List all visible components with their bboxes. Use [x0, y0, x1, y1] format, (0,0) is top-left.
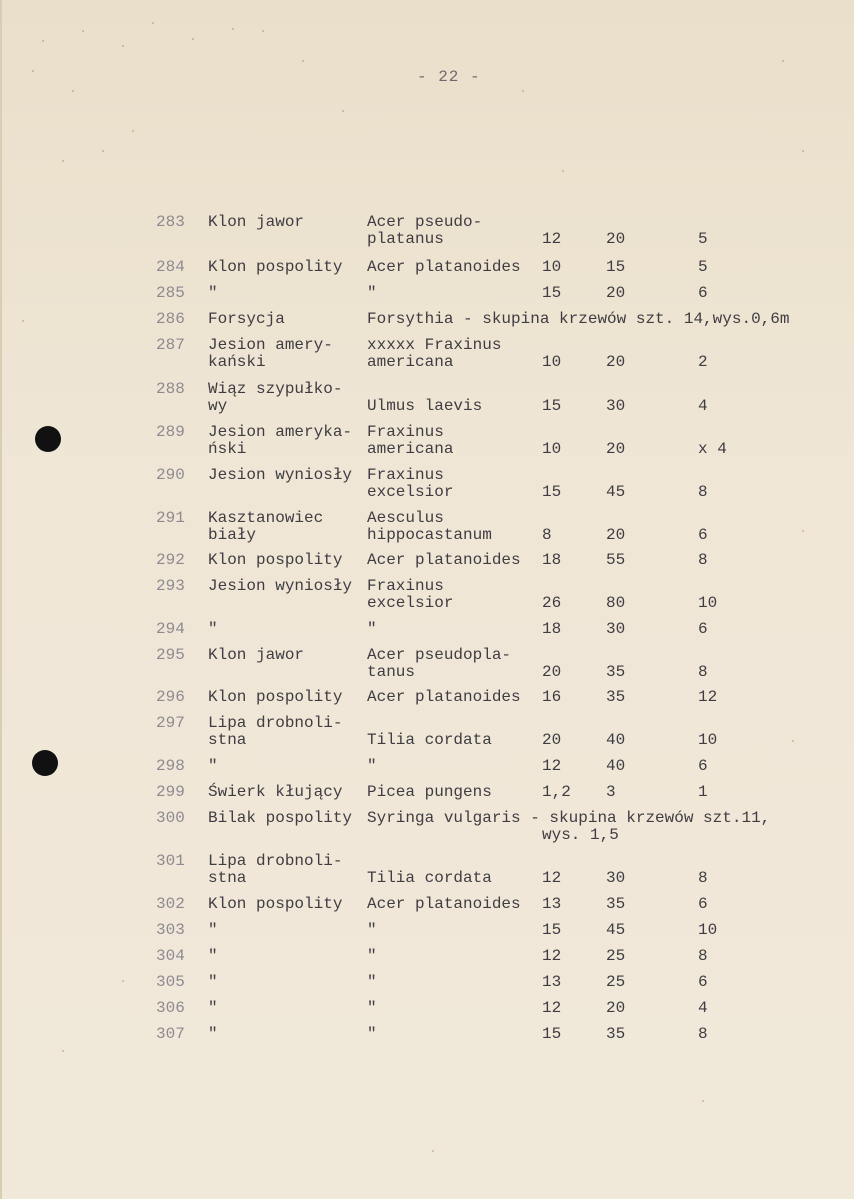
- cell-c1: 16: [542, 688, 562, 706]
- cell-lat: Aesculus: [367, 509, 444, 527]
- cell-c3: 6: [698, 620, 708, 638]
- cell-c2: 30: [606, 620, 626, 638]
- cell-c3: 2: [698, 353, 708, 371]
- cell-lat: Acer platanoides: [367, 895, 521, 913]
- cell-pl: Jesion wyniosły: [208, 577, 353, 595]
- cell-pl: Jesion amery-: [208, 336, 333, 354]
- cell-pl: Klon pospolity: [208, 688, 343, 706]
- paper-speck: [132, 130, 134, 132]
- cell-c3: 10: [698, 594, 718, 612]
- paper-speck: [782, 60, 784, 62]
- cell-nr: 294: [156, 620, 185, 638]
- cell-c1: 15: [542, 1025, 562, 1043]
- paper-speck: [62, 1050, 64, 1052]
- cell-note2: wys. 1,5: [542, 826, 619, 844]
- cell-pl: Forsycja: [208, 310, 285, 328]
- cell-pl: kański: [208, 353, 266, 371]
- cell-lat: americana: [367, 440, 454, 458]
- cell-lat: excelsior: [367, 483, 454, 501]
- cell-nr: 301: [156, 852, 185, 870]
- cell-note: Forsythia - skupina krzewów szt. 14,wys.0,6m: [367, 310, 790, 328]
- cell-pl: ": [208, 620, 218, 638]
- paper-speck: [22, 320, 24, 322]
- cell-pl: ": [208, 284, 218, 302]
- cell-c2: 20: [606, 353, 626, 371]
- cell-lat: Fraxinus: [367, 466, 444, 484]
- cell-pl: ": [208, 921, 218, 939]
- cell-c1: 20: [542, 663, 562, 681]
- cell-nr: 291: [156, 509, 185, 527]
- cell-lat: xxxxx Fraxinus: [367, 336, 502, 354]
- paper-speck: [702, 1100, 704, 1102]
- paper-speck: [522, 90, 524, 92]
- cell-c3: 8: [698, 663, 708, 681]
- cell-pl: ": [208, 1025, 218, 1043]
- cell-c1: 10: [542, 440, 562, 458]
- cell-nr: 302: [156, 895, 185, 913]
- cell-c1: 12: [542, 757, 562, 775]
- cell-pl: Kasztanowiec: [208, 509, 324, 527]
- cell-lat: tanus: [367, 663, 416, 681]
- cell-nr: 290: [156, 466, 185, 484]
- cell-pl: stna: [208, 869, 247, 887]
- cell-lat: hippocastanum: [367, 526, 492, 544]
- paper-speck: [302, 60, 304, 62]
- paper-speck: [792, 740, 794, 742]
- cell-lat: ": [367, 999, 377, 1017]
- cell-pl: Jesion ameryka-: [208, 423, 353, 441]
- paper-speck: [432, 1150, 434, 1152]
- cell-nr: 298: [156, 757, 185, 775]
- cell-nr: 285: [156, 284, 185, 302]
- cell-lat: Tilia cordata: [367, 869, 492, 887]
- cell-c2: 20: [606, 526, 626, 544]
- paper-speck: [802, 530, 804, 532]
- cell-c2: 20: [606, 440, 626, 458]
- cell-lat: excelsior: [367, 594, 454, 612]
- cell-pl: Lipa drobnoli-: [208, 714, 343, 732]
- cell-c3: 4: [698, 999, 708, 1017]
- cell-pl: wy: [208, 397, 228, 415]
- cell-pl: Klon pospolity: [208, 895, 343, 913]
- cell-c3: 8: [698, 1025, 708, 1043]
- cell-lat: Ulmus laevis: [367, 397, 483, 415]
- cell-pl: ": [208, 999, 218, 1017]
- cell-pl: ński: [208, 440, 247, 458]
- punch-hole: [35, 426, 61, 452]
- cell-c1: 15: [542, 284, 562, 302]
- cell-c1: 8: [542, 526, 552, 544]
- paper-speck: [102, 150, 104, 152]
- cell-c1: 10: [542, 353, 562, 371]
- cell-c3: 1: [698, 783, 708, 801]
- page-number: - 22 -: [417, 68, 481, 86]
- cell-nr: 292: [156, 551, 185, 569]
- cell-c3: 10: [698, 921, 718, 939]
- cell-c2: 30: [606, 869, 626, 887]
- cell-c3: 5: [698, 230, 708, 248]
- cell-lat: platanus: [367, 230, 444, 248]
- cell-pl: stna: [208, 731, 247, 749]
- cell-pl: Wiąz szypułko-: [208, 380, 343, 398]
- cell-pl: Świerk kłujący: [208, 783, 343, 801]
- cell-pl: Jesion wyniosły: [208, 466, 353, 484]
- cell-c2: 40: [606, 731, 626, 749]
- cell-lat: Acer pseudo-: [367, 213, 483, 231]
- cell-lat: Fraxinus: [367, 577, 444, 595]
- cell-nr: 295: [156, 646, 185, 664]
- cell-c1: 18: [542, 551, 562, 569]
- paper-speck: [62, 160, 64, 162]
- cell-lat: Picea pungens: [367, 783, 492, 801]
- cell-c3: 6: [698, 526, 708, 544]
- cell-lat: americana: [367, 353, 454, 371]
- cell-c1: 18: [542, 620, 562, 638]
- cell-nr: 307: [156, 1025, 185, 1043]
- paper-speck: [562, 170, 564, 172]
- cell-c1: 12: [542, 999, 562, 1017]
- cell-c3: 8: [698, 483, 708, 501]
- cell-pl: Lipa drobnoli-: [208, 852, 343, 870]
- cell-c2: 20: [606, 230, 626, 248]
- cell-c3: 6: [698, 757, 708, 775]
- cell-c2: 35: [606, 1025, 626, 1043]
- paper-speck: [262, 30, 264, 32]
- cell-lat: Acer platanoides: [367, 688, 521, 706]
- paper-speck: [122, 45, 124, 47]
- cell-c2: 80: [606, 594, 626, 612]
- cell-c2: 55: [606, 551, 626, 569]
- cell-nr: 300: [156, 809, 185, 827]
- cell-lat: Acer platanoides: [367, 258, 521, 276]
- cell-pl: biały: [208, 526, 257, 544]
- paper-speck: [122, 980, 124, 982]
- cell-c1: 1,2: [542, 783, 571, 801]
- cell-nr: 283: [156, 213, 185, 231]
- paper-speck: [802, 150, 804, 152]
- cell-pl: ": [208, 973, 218, 991]
- punch-hole: [32, 750, 58, 776]
- cell-c2: 35: [606, 688, 626, 706]
- cell-pl: ": [208, 947, 218, 965]
- cell-c3: 6: [698, 895, 708, 913]
- cell-c1: 12: [542, 947, 562, 965]
- cell-c2: 45: [606, 483, 626, 501]
- cell-nr: 288: [156, 380, 185, 398]
- paper-speck: [32, 70, 34, 72]
- cell-c3: 12: [698, 688, 718, 706]
- cell-c1: 12: [542, 869, 562, 887]
- cell-nr: 305: [156, 973, 185, 991]
- paper-speck: [72, 90, 74, 92]
- cell-c2: 25: [606, 947, 626, 965]
- cell-c3: 4: [698, 397, 708, 415]
- cell-c3: 6: [698, 973, 708, 991]
- cell-lat: Fraxinus: [367, 423, 444, 441]
- paper-speck: [192, 38, 194, 40]
- cell-nr: 303: [156, 921, 185, 939]
- cell-c1: 15: [542, 921, 562, 939]
- cell-c1: 20: [542, 731, 562, 749]
- cell-c1: 13: [542, 895, 562, 913]
- cell-pl: Bilak pospolity: [208, 809, 353, 827]
- cell-c2: 3: [606, 783, 616, 801]
- cell-nr: 286: [156, 310, 185, 328]
- cell-c2: 20: [606, 999, 626, 1017]
- cell-c3: 8: [698, 947, 708, 965]
- cell-lat: ": [367, 757, 377, 775]
- cell-c2: 15: [606, 258, 626, 276]
- cell-c3: 5: [698, 258, 708, 276]
- paper-speck: [82, 30, 84, 32]
- cell-c1: 13: [542, 973, 562, 991]
- cell-nr: 284: [156, 258, 185, 276]
- cell-lat: ": [367, 284, 377, 302]
- cell-nr: 287: [156, 336, 185, 354]
- cell-c3: 10: [698, 731, 718, 749]
- cell-pl: Klon jawor: [208, 646, 305, 664]
- cell-c2: 25: [606, 973, 626, 991]
- cell-lat: ": [367, 947, 377, 965]
- cell-nr: 289: [156, 423, 185, 441]
- cell-pl: Klon pospolity: [208, 258, 343, 276]
- cell-c3: 8: [698, 551, 708, 569]
- cell-c2: 45: [606, 921, 626, 939]
- cell-c3: x 4: [698, 440, 727, 458]
- cell-c1: 10: [542, 258, 562, 276]
- cell-nr: 296: [156, 688, 185, 706]
- cell-nr: 304: [156, 947, 185, 965]
- cell-c2: 40: [606, 757, 626, 775]
- cell-note: Syringa vulgaris - skupina krzewów szt.11,: [367, 809, 771, 827]
- paper-speck: [152, 22, 154, 24]
- paper-speck: [42, 40, 44, 42]
- cell-pl: Klon jawor: [208, 213, 305, 231]
- cell-lat: Acer pseudopla-: [367, 646, 512, 664]
- cell-c1: 26: [542, 594, 562, 612]
- cell-c1: 12: [542, 230, 562, 248]
- cell-c2: 35: [606, 895, 626, 913]
- cell-c1: 15: [542, 483, 562, 501]
- cell-lat: Acer platanoides: [367, 551, 521, 569]
- cell-c1: 15: [542, 397, 562, 415]
- cell-c2: 20: [606, 284, 626, 302]
- cell-pl: Klon pospolity: [208, 551, 343, 569]
- cell-lat: Tilia cordata: [367, 731, 492, 749]
- cell-c3: 8: [698, 869, 708, 887]
- cell-nr: 297: [156, 714, 185, 732]
- cell-nr: 293: [156, 577, 185, 595]
- cell-c2: 35: [606, 663, 626, 681]
- cell-pl: ": [208, 757, 218, 775]
- cell-lat: ": [367, 973, 377, 991]
- cell-c2: 30: [606, 397, 626, 415]
- cell-c3: 6: [698, 284, 708, 302]
- cell-lat: ": [367, 921, 377, 939]
- paper-speck: [232, 28, 234, 30]
- cell-nr: 299: [156, 783, 185, 801]
- paper-speck: [342, 110, 344, 112]
- cell-nr: 306: [156, 999, 185, 1017]
- cell-lat: ": [367, 620, 377, 638]
- cell-lat: ": [367, 1025, 377, 1043]
